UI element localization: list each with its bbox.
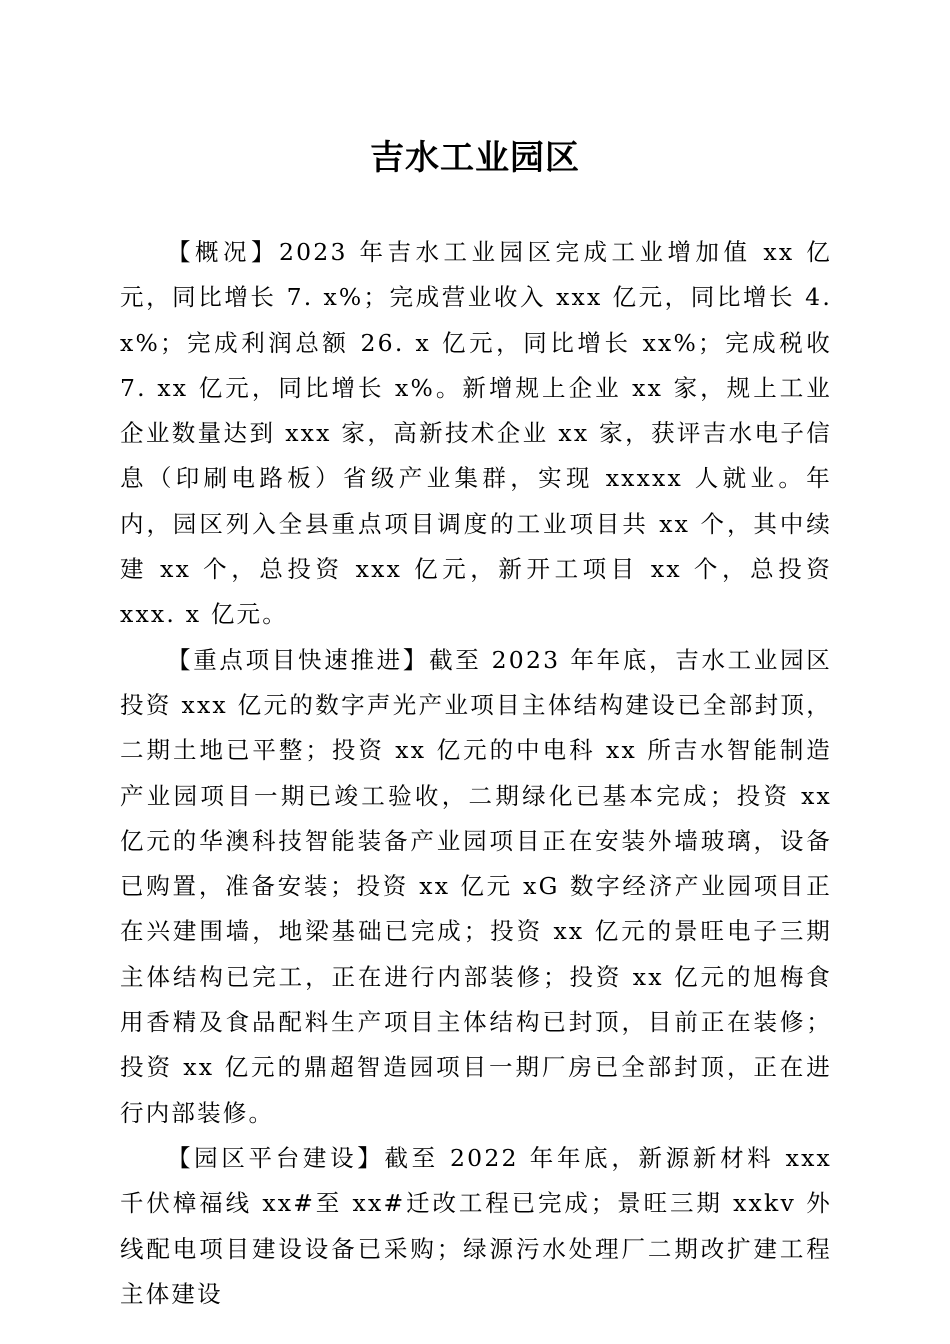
- paragraph-heading: 【重点项目快速推进】: [167, 645, 430, 674]
- paragraph-text: 2023 年吉水工业园区完成工业增加值 xx 亿元，同比增长 7. x%；完成营业收入 xxx 亿元，同比增长 4. x%；完成利润总额 26. x 亿元，同比增长 xx%；完成税收 7. xx 亿元，同比增长 x%。新增规上企业 xx 家，规上工业企业数量达到 xxx 家，高新技术企业 xx 家，获评吉水电子信息（印刷电路板）省级产业集群，实现 xxxxx 人就业。年内，园区列入全县重点项目调度的工业项目共 xx 个，其中续建 xx 个，总投资 xxx 亿元，新开工项目 xx 个，总投资 xxx. x 亿元。: [120, 238, 832, 629]
- paragraph-platform-construction: [120, 1136, 832, 1317]
- document-body: [120, 230, 832, 1317]
- paragraph-overview: [120, 230, 832, 638]
- paragraph-text: 截至 2022 年年底，新源新材料 xxx 千伏樟福线 xx#至 xx#迁改工程已完成；景旺三期 xxkv 外线配电项目建设设备已采购；绿源污水处理厂二期改扩建工程主体建设: [120, 1143, 832, 1308]
- paragraph-key-projects: [120, 638, 832, 1136]
- paragraph-text: 截至 2023 年年底，吉水工业园区投资 xxx 亿元的数字声光产业项目主体结构建设已全部封顶，二期土地已平整；投资 xx 亿元的中电科 xx 所吉水智能制造产业园项目一期已竣工验收，二期绿化已基本完成；投资 xx 亿元的华澳科技智能装备产业园项目正在安装外墙玻璃，设备已购置，准备安装；投资 xx 亿元 xG 数字经济产业园项目正在兴建围墙，地梁基础已完成；投资 xx 亿元的景旺电子三期主体结构已完工，正在进行内部装修；投资 xx 亿元的旭梅食用香精及食品配料生产项目主体结构已封顶，目前正在装修；投资 xx 亿元的鼎超智造园项目一期厂房已全部封顶，正在进行内部装修。: [120, 645, 832, 1127]
- paragraph-heading: 【概况】: [167, 238, 279, 266]
- document-title: 吉水工业园区: [370, 138, 580, 178]
- paragraph-heading: 【园区平台建设】: [167, 1143, 385, 1172]
